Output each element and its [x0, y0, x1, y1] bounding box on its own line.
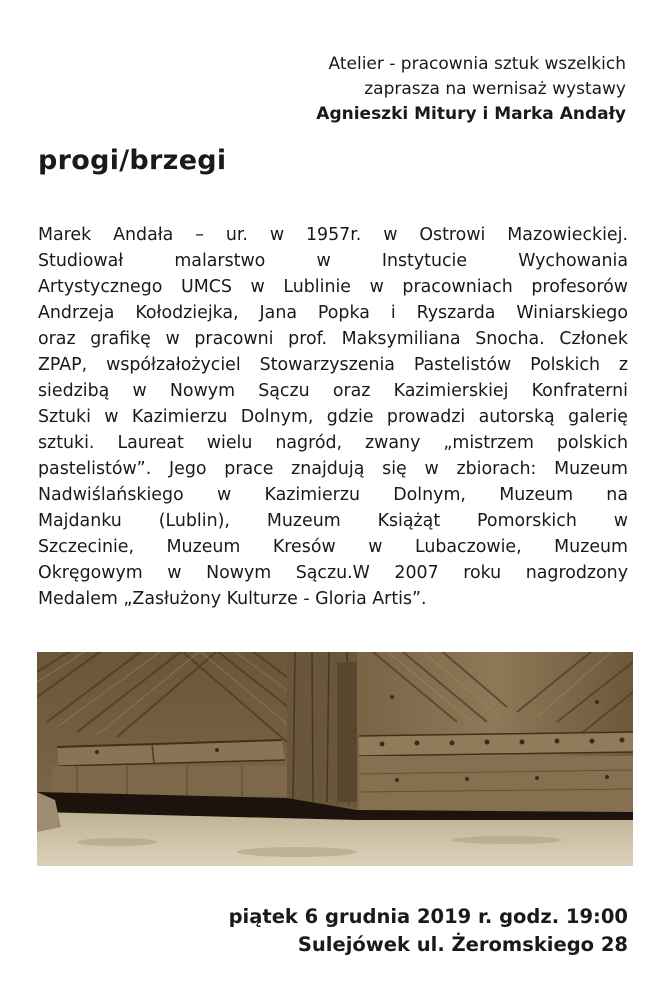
- artist-biography: [38, 222, 628, 612]
- bio-line: Medalem „Zasłużony Kulturze - Gloria Artis”.: [38, 589, 427, 609]
- bio-line: pastelistów”. Jego prace znajdują się w zbiorach: Muzeum: [38, 459, 628, 479]
- bio-line: oraz grafikę w pracowni prof. Maksymiliana Snocha. Członek: [38, 329, 628, 349]
- bio-line: Sztuki w Kazimierzu Dolnym, gdzie prowadzi autorską galerię: [38, 407, 628, 427]
- event-date: piątek 6 grudnia 2019 r. godz. 19:00: [228, 905, 628, 928]
- bio-line: sztuki. Laureat wielu nagród, zwany „mistrzem polskich: [38, 433, 628, 453]
- bio-line: Artystycznego UMCS w Lublinie w pracowniach profesorów: [38, 277, 628, 297]
- bio-line: Nadwiślańskiego w Kazimierzu Dolnym, Muzeum na: [38, 485, 628, 505]
- bio-line: Marek Andała – ur. w 1957r. w Ostrowi Mazowieckiej.: [38, 225, 628, 245]
- bio-line: Okręgowym w Nowym Sączu.W 2007 roku nagrodzony: [38, 563, 628, 583]
- event-address: Sulejówek ul. Żeromskiego 28: [297, 933, 628, 956]
- painting-image: [37, 652, 633, 866]
- exhibition-title: progi/brzegi: [38, 145, 227, 176]
- bio-line: Majdanku (Lublin), Muzeum Książąt Pomorskich w: [38, 511, 628, 531]
- painting-wooden-doors: [37, 652, 633, 866]
- bio-line: Andrzeja Kołodziejka, Jana Popka i Ryszarda Winiarskiego: [38, 303, 628, 323]
- invitation-header: [266, 52, 626, 127]
- bio-line: Studiował malarstwo w Instytucie Wychowania: [38, 251, 628, 271]
- header-line-organizer: Atelier - pracownia sztuk wszelkich: [328, 54, 626, 74]
- bio-line: ZPAP, współzałożyciel Stowarzyszenia Pastelistów Polskich z: [38, 355, 628, 375]
- bio-line: Szczecinie, Muzeum Kresów w Lubaczowie, Muzeum: [38, 537, 628, 557]
- header-line-invite: zaprasza na wernisaż wystawy: [364, 79, 626, 99]
- event-details: [229, 903, 628, 959]
- bio-line: siedzibą w Nowym Sączu oraz Kazimierskiej Konfraterni: [38, 381, 628, 401]
- header-artists: Agnieszki Mitury i Marka Andały: [316, 104, 626, 124]
